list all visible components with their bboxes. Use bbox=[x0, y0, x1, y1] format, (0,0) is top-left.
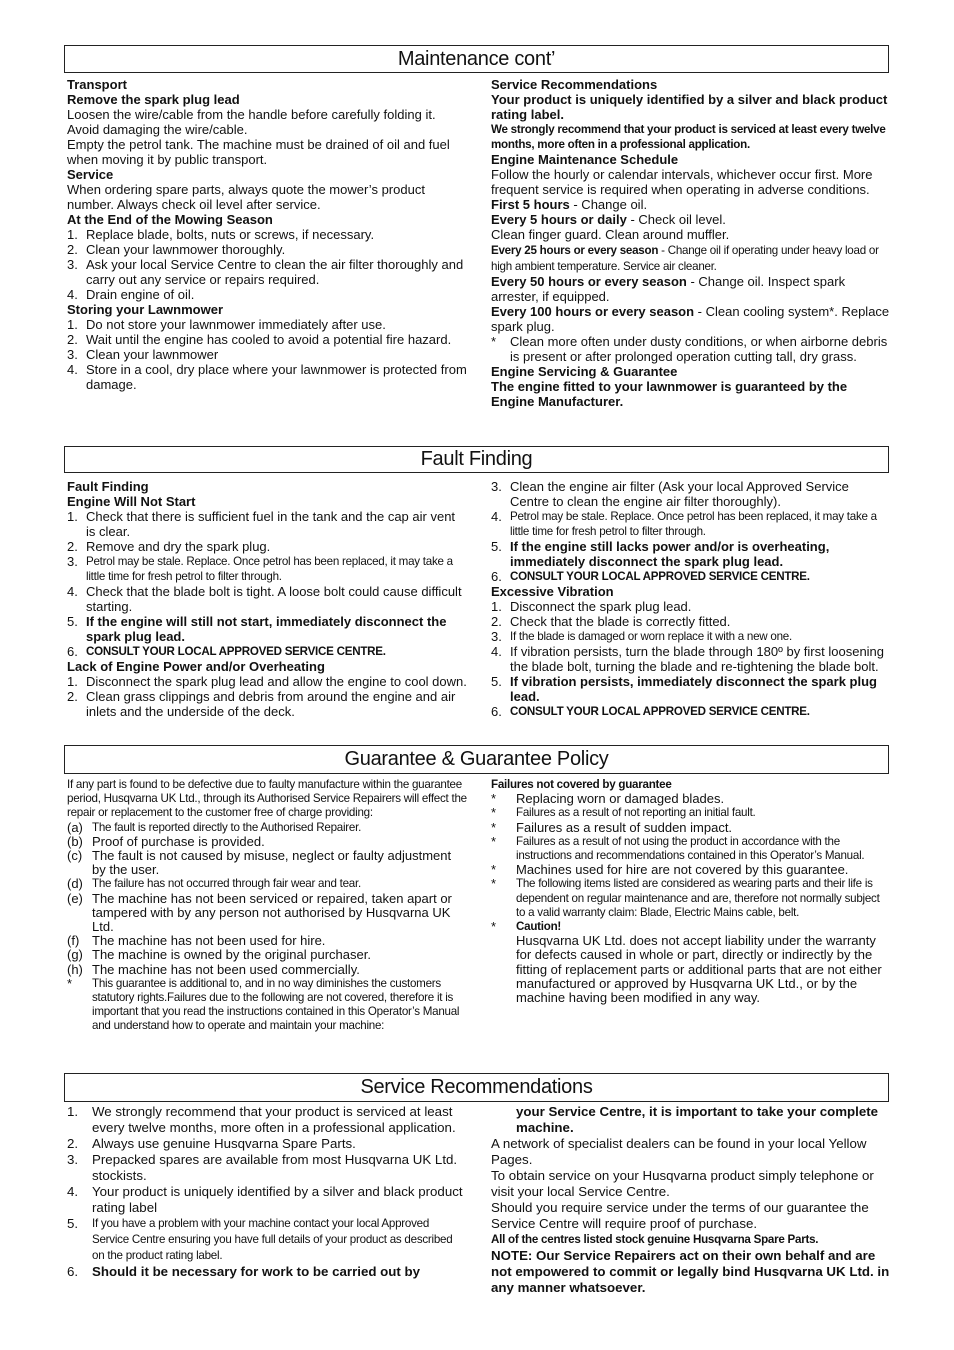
list-text: Your product is uniquely identified by a silver and black product rating label bbox=[92, 1184, 463, 1215]
fault-finding-header bbox=[64, 446, 889, 473]
subheading: At the End of the Mowing Season bbox=[67, 212, 273, 227]
list-item bbox=[67, 1136, 467, 1152]
list-marker: * bbox=[491, 919, 497, 935]
list-item bbox=[67, 1152, 467, 1184]
section-title: Fault Finding bbox=[420, 448, 533, 470]
list-text: Disconnect the spark plug lead and allow the engine to cool down. bbox=[86, 674, 467, 689]
list-text: The machine has not been serviced or repaired, taken apart or tampered with by any person not authorised by Husqvarna UK Ltd. bbox=[92, 890, 452, 935]
list-text: The fault is not caused by misuse, neglect or faulty adjustment by the user. bbox=[92, 848, 452, 878]
list-item bbox=[67, 584, 467, 614]
list-marker: 1. bbox=[67, 509, 78, 524]
list-item bbox=[491, 806, 891, 820]
list-marker: * bbox=[491, 819, 497, 835]
subheading: All of the centres listed stock genuine Husqvarna Spare Parts. bbox=[491, 1233, 819, 1246]
list-marker: 2. bbox=[67, 1136, 79, 1151]
subheading: Service Recommendations bbox=[491, 77, 658, 92]
list-text: Check that the blade bolt is tight. A loose bolt could cause difficult starting. bbox=[86, 584, 462, 614]
subheading: Lack of Engine Power and/or Overheating bbox=[67, 659, 325, 674]
schedule-task: - Change oil. Inspect spark arrester, if equipped. bbox=[491, 274, 846, 304]
list-marker: * bbox=[491, 876, 497, 892]
list-item bbox=[491, 835, 891, 863]
subheading: Engine Will Not Start bbox=[67, 494, 196, 509]
subheading: The engine fitted to your lawnmower is guaranteed by the Engine Manufacturer. bbox=[491, 379, 848, 409]
paragraph: Clean finger guard. Clean around muffler. bbox=[491, 227, 730, 242]
list-item bbox=[491, 863, 891, 877]
list-item bbox=[67, 227, 467, 242]
list-marker: 4. bbox=[67, 362, 78, 377]
subheading: Failures not covered by guarantee bbox=[491, 778, 672, 791]
list-marker: 5. bbox=[67, 614, 78, 629]
list-text: Petrol may be stale. Replace. Once petrol has been replaced, it may take a little time for fresh petrol to filter through. bbox=[510, 510, 877, 538]
list-marker: (d) bbox=[67, 876, 83, 892]
list-marker: 2. bbox=[491, 614, 502, 629]
schedule-task: - Change oil if operating under heavy load or high ambient temperature. Service air cleaner. bbox=[491, 244, 879, 273]
list-item bbox=[67, 1216, 467, 1264]
list-item bbox=[67, 821, 467, 835]
list-marker: 4. bbox=[491, 644, 502, 659]
list-marker: 1. bbox=[67, 317, 78, 332]
list-item bbox=[491, 509, 891, 539]
list-text: If vibration persists, turn the blade through 180º by first loosening the blade bolt, turning the blade and re-tightening the blade bolt. bbox=[510, 644, 885, 674]
list-item bbox=[67, 644, 467, 659]
list-marker: (f) bbox=[67, 933, 80, 949]
list-marker: 5. bbox=[491, 539, 502, 554]
list-marker: (c) bbox=[67, 848, 83, 864]
list-text: Caution! bbox=[516, 920, 562, 934]
list-text: Prepacked spares are available from most Husqvarna UK Ltd. stockists. bbox=[92, 1152, 458, 1183]
list-item bbox=[491, 479, 891, 509]
list-text: Ask your local Service Centre to clean the air filter thoroughly and carry out any service or repairs required. bbox=[86, 257, 464, 287]
list-item bbox=[491, 334, 891, 364]
list-item bbox=[491, 629, 891, 644]
list-marker: (h) bbox=[67, 961, 83, 977]
list-text: Wait until the engine has cooled to avoid a potential fire hazard. bbox=[86, 332, 452, 347]
list-marker: 5. bbox=[491, 674, 502, 689]
list-marker: 3. bbox=[67, 554, 78, 569]
maintenance-header bbox=[64, 45, 889, 73]
service-header bbox=[64, 1073, 889, 1102]
list-marker: * bbox=[491, 862, 497, 878]
schedule-entry bbox=[491, 304, 891, 334]
subheading: Storing your Lawnmower bbox=[67, 302, 224, 317]
list-item bbox=[67, 963, 467, 977]
fault-right-column bbox=[491, 479, 891, 719]
list-text: The machine has not been used for hire. bbox=[92, 933, 326, 949]
list-marker: (g) bbox=[67, 947, 83, 963]
list-text: Clean grass clippings and debris from around the engine and air inlets and the underside of the deck. bbox=[86, 689, 456, 719]
list-marker: 4. bbox=[67, 584, 78, 599]
list-text: The machine is owned by the original purchaser. bbox=[92, 947, 371, 963]
list-text: Replacing worn or damaged blades. bbox=[516, 791, 725, 807]
list-item bbox=[67, 554, 467, 584]
paragraph: Loosen the wire/cable from the handle before carefully folding it. Avoid damaging the wire/cable. bbox=[67, 107, 436, 137]
list-item bbox=[67, 362, 467, 392]
list-item bbox=[491, 1104, 891, 1136]
paragraph: Follow the hourly or calendar intervals, whichever occur first. More frequent service is required when operating in adverse conditions. bbox=[491, 167, 873, 197]
list-marker: 2. bbox=[67, 242, 78, 257]
list-item bbox=[67, 892, 467, 935]
subheading: Transport bbox=[67, 77, 127, 92]
list-marker: * bbox=[491, 805, 497, 821]
list-text: Clean more often under dusty conditions, or when airborne debris is present or after prolonged operation cutting tall, dry grass. bbox=[510, 334, 888, 364]
list-item bbox=[67, 674, 467, 689]
list-marker: 1. bbox=[67, 227, 78, 242]
schedule-interval: Every 5 hours or daily bbox=[491, 212, 627, 227]
list-marker: 5. bbox=[67, 1216, 79, 1231]
list-text: Drain engine of oil. bbox=[86, 287, 195, 302]
list-text: CONSULT YOUR LOCAL APPROVED SERVICE CENTRE. bbox=[86, 645, 386, 658]
list-item bbox=[67, 1184, 467, 1216]
list-marker: 3. bbox=[67, 257, 78, 272]
schedule-entry bbox=[491, 197, 891, 212]
list-marker: 1. bbox=[491, 599, 502, 614]
subheading: Remove the spark plug lead bbox=[67, 92, 240, 107]
list-item bbox=[67, 1264, 467, 1280]
list-text: Failures as a result of not using the product in accordance with the instructions and recommendations contained in this Operator’s Manual. bbox=[516, 834, 865, 863]
list-marker: 6. bbox=[491, 569, 502, 584]
schedule-entry bbox=[491, 274, 891, 304]
list-marker: 4. bbox=[491, 509, 502, 524]
list-text: If vibration persists, immediately disconnect the spark plug lead. bbox=[510, 674, 877, 704]
list-text: If you have a problem with your machine contact your local Approved Service Centre ensuring you have full details of your product as described on the product rating label. bbox=[92, 1217, 453, 1262]
list-text: Always use genuine Husqvarna Spare Parts. bbox=[92, 1136, 356, 1151]
guarantee-right-column bbox=[491, 778, 891, 1005]
schedule-interval: First 5 hours bbox=[491, 197, 570, 212]
list-text: Replace blade, bolts, nuts or screws, if necessary. bbox=[86, 227, 375, 242]
list-item bbox=[67, 242, 467, 257]
paragraph: When ordering spare parts, always quote the mower’s product number. Always check oil level after service. bbox=[67, 182, 425, 212]
paragraph: If any part is found to be defective due to faulty manufacture within the guarantee period, Husqvarna UK Ltd., through its Authorised Service Repairers will effect the repair or replacement to the customer free of charge providing: bbox=[67, 778, 467, 820]
schedule-task: - Check oil level. bbox=[626, 212, 726, 227]
list-item bbox=[67, 849, 467, 877]
subheading: Engine Servicing & Guarantee bbox=[491, 364, 678, 379]
list-marker: 2. bbox=[67, 539, 78, 554]
list-item bbox=[491, 792, 891, 806]
list-marker: 3. bbox=[67, 347, 78, 362]
maintenance-right-column bbox=[491, 77, 891, 409]
section-title: Guarantee & Guarantee Policy bbox=[344, 748, 609, 770]
schedule-interval: Every 50 hours or every season bbox=[491, 274, 687, 289]
list-text: Store in a cool, dry place where your lawnmower is protected from damage. bbox=[86, 362, 467, 392]
subheading: Engine Maintenance Schedule bbox=[491, 152, 679, 167]
list-item bbox=[67, 317, 467, 332]
list-item bbox=[491, 614, 891, 629]
list-item bbox=[491, 920, 891, 934]
list-item bbox=[67, 347, 467, 362]
list-marker: 4. bbox=[67, 287, 78, 302]
paragraph: A network of specialist dealers can be found in your local Yellow Pages. bbox=[491, 1136, 867, 1167]
list-marker: 1. bbox=[67, 674, 78, 689]
list-marker: 2. bbox=[67, 689, 78, 704]
list-item bbox=[491, 704, 891, 719]
list-item bbox=[491, 644, 891, 674]
list-text: Husqvarna UK Ltd. does not accept liability under the warranty for defects caused in whole or part, directly or indirectly by the fitting of replacement parts or additional parts that are not either manufactured or approved by Husqvarna UK Ltd., or by the machine having been modified in any way. bbox=[516, 933, 882, 1006]
list-text: your Service Centre, it is important to take your complete machine. bbox=[516, 1104, 879, 1135]
list-item bbox=[67, 689, 467, 719]
schedule-task: - Clean cooling system*. Replace spark plug. bbox=[491, 304, 890, 334]
list-marker: 1. bbox=[67, 1104, 79, 1119]
list-text: If the blade is damaged or worn replace it with a new one. bbox=[510, 630, 792, 643]
list-item bbox=[67, 332, 467, 347]
list-marker: (b) bbox=[67, 833, 83, 849]
list-item bbox=[491, 599, 891, 614]
subheading: NOTE: Our Service Repairers act on their own behalf and are not empowered to commit or legally bind Husqvarna UK Ltd. in any manner whatsoever. bbox=[491, 1248, 890, 1295]
section-title: Service Recommendations bbox=[360, 1076, 593, 1098]
list-item bbox=[67, 257, 467, 287]
list-text: Disconnect the spark plug lead. bbox=[510, 599, 692, 614]
list-marker: (e) bbox=[67, 890, 83, 906]
schedule-task: - Change oil. bbox=[569, 197, 648, 212]
schedule-interval: Every 25 hours or every season bbox=[491, 244, 659, 257]
list-marker: 4. bbox=[67, 1184, 79, 1199]
subheading: Your product is uniquely identified by a silver and black product rating label. bbox=[491, 92, 888, 122]
list-text: Check that the blade is correctly fitted. bbox=[510, 614, 731, 629]
list-item bbox=[67, 977, 467, 1034]
list-item bbox=[491, 674, 891, 704]
guarantee-left-column bbox=[67, 778, 467, 1034]
list-marker bbox=[491, 934, 516, 1005]
list-marker: * bbox=[67, 975, 73, 991]
list-text: Machines used for hire are not covered by this guarantee. bbox=[516, 862, 849, 878]
service-left-column bbox=[67, 1104, 467, 1280]
schedule-entry bbox=[491, 242, 891, 274]
maintenance-left-column bbox=[67, 77, 467, 392]
list-text: Clean the engine air filter (Ask your local Approved Service Centre to clean the engine air filter thoroughly). bbox=[510, 479, 849, 509]
list-marker: 3. bbox=[67, 1152, 79, 1167]
list-text: The following items listed are considered as wearing parts and their life is dependent on regular maintenance and are, therefore not normally subject to a valid warranty claim: Blade, Electric Mains cable, belt. bbox=[516, 877, 880, 919]
list-marker: * bbox=[491, 833, 497, 849]
list-text: If the engine still lacks power and/or is overheating, immediately disconnect the spark plug lead. bbox=[510, 539, 830, 569]
list-marker: 6. bbox=[491, 704, 502, 719]
list-marker: 3. bbox=[491, 479, 502, 494]
paragraph: To obtain service on your Husqvarna product simply telephone or visit your local Service Centre. bbox=[491, 1168, 874, 1199]
list-item bbox=[67, 539, 467, 554]
list-text: We strongly recommend that your product is serviced at least every twelve months, more often in a professional application. bbox=[92, 1104, 456, 1135]
paragraph: Empty the petrol tank. The machine must be drained of oil and fuel when moving it by public transport. bbox=[67, 137, 450, 167]
section-title: Maintenance cont’ bbox=[397, 48, 556, 70]
paragraph: Should you require service under the terms of our guarantee the Service Centre will require proof of purchase. bbox=[491, 1200, 869, 1231]
list-item bbox=[67, 877, 467, 891]
list-text: Clean your lawnmower thoroughly. bbox=[86, 242, 286, 257]
list-marker: * bbox=[491, 334, 497, 349]
list-item bbox=[67, 287, 467, 302]
guarantee-header bbox=[64, 745, 889, 774]
list-marker: 6. bbox=[67, 644, 78, 659]
list-text: Remove and dry the spark plug. bbox=[86, 539, 271, 554]
list-item bbox=[67, 835, 467, 849]
list-item bbox=[491, 569, 891, 584]
list-marker: (a) bbox=[67, 819, 83, 835]
subheading: We strongly recommend that your product is serviced at least every twelve months, more often in a professional application. bbox=[491, 123, 886, 151]
list-marker bbox=[491, 1104, 516, 1136]
list-item bbox=[67, 614, 467, 644]
list-text: CONSULT YOUR LOCAL APPROVED SERVICE CENTRE. bbox=[510, 705, 810, 718]
list-item bbox=[67, 948, 467, 962]
list-text: Petrol may be stale. Replace. Once petrol has been replaced, it may take a little time for fresh petrol to filter through. bbox=[86, 555, 453, 583]
list-marker: 6. bbox=[67, 1264, 79, 1279]
list-item bbox=[491, 877, 891, 920]
list-marker: 3. bbox=[491, 629, 502, 644]
schedule-entry bbox=[491, 212, 891, 227]
list-text: The fault is reported directly to the Authorised Repairer. bbox=[92, 820, 362, 834]
list-text: Clean your lawnmower bbox=[86, 347, 219, 362]
list-text: CONSULT YOUR LOCAL APPROVED SERVICE CENTRE. bbox=[510, 570, 810, 583]
subheading: Service bbox=[67, 167, 114, 182]
subheading: Fault Finding bbox=[67, 479, 149, 494]
list-marker: * bbox=[491, 791, 497, 807]
list-text: Should it be necessary for work to be carried out by bbox=[92, 1264, 421, 1279]
list-item bbox=[67, 1104, 467, 1136]
list-item bbox=[67, 934, 467, 948]
list-text: This guarantee is additional to, and in no way diminishes the customers statutory rights.Failures due to the following are not covered, therefore it is important that you read the instructions contained in this Operator’s Manual and understand how to operate and maintain your machine: bbox=[92, 976, 460, 1033]
list-text: The failure has not occurred through fair wear and tear. bbox=[92, 877, 361, 891]
list-text: Do not store your lawnmower immediately after use. bbox=[86, 317, 386, 332]
fault-left-column bbox=[67, 479, 467, 719]
list-text: If the engine will still not start, immediately disconnect the spark plug lead. bbox=[86, 614, 447, 644]
list-item bbox=[491, 539, 891, 569]
list-marker: 2. bbox=[67, 332, 78, 347]
list-item bbox=[491, 934, 891, 1005]
list-item bbox=[67, 509, 467, 539]
list-text: Failures as a result of not reporting an initial fault. bbox=[516, 806, 756, 820]
list-item bbox=[491, 821, 891, 835]
list-text: Check that there is sufficient fuel in the tank and the cap air vent is clear. bbox=[86, 509, 456, 539]
subheading: Excessive Vibration bbox=[491, 584, 614, 599]
service-right-column bbox=[491, 1104, 891, 1296]
list-text: The machine has not been used commercially. bbox=[92, 961, 360, 977]
list-text: Proof of purchase is provided. bbox=[92, 833, 265, 849]
schedule-interval: Every 100 hours or every season bbox=[491, 304, 695, 319]
list-text: Failures as a result of sudden impact. bbox=[516, 819, 733, 835]
